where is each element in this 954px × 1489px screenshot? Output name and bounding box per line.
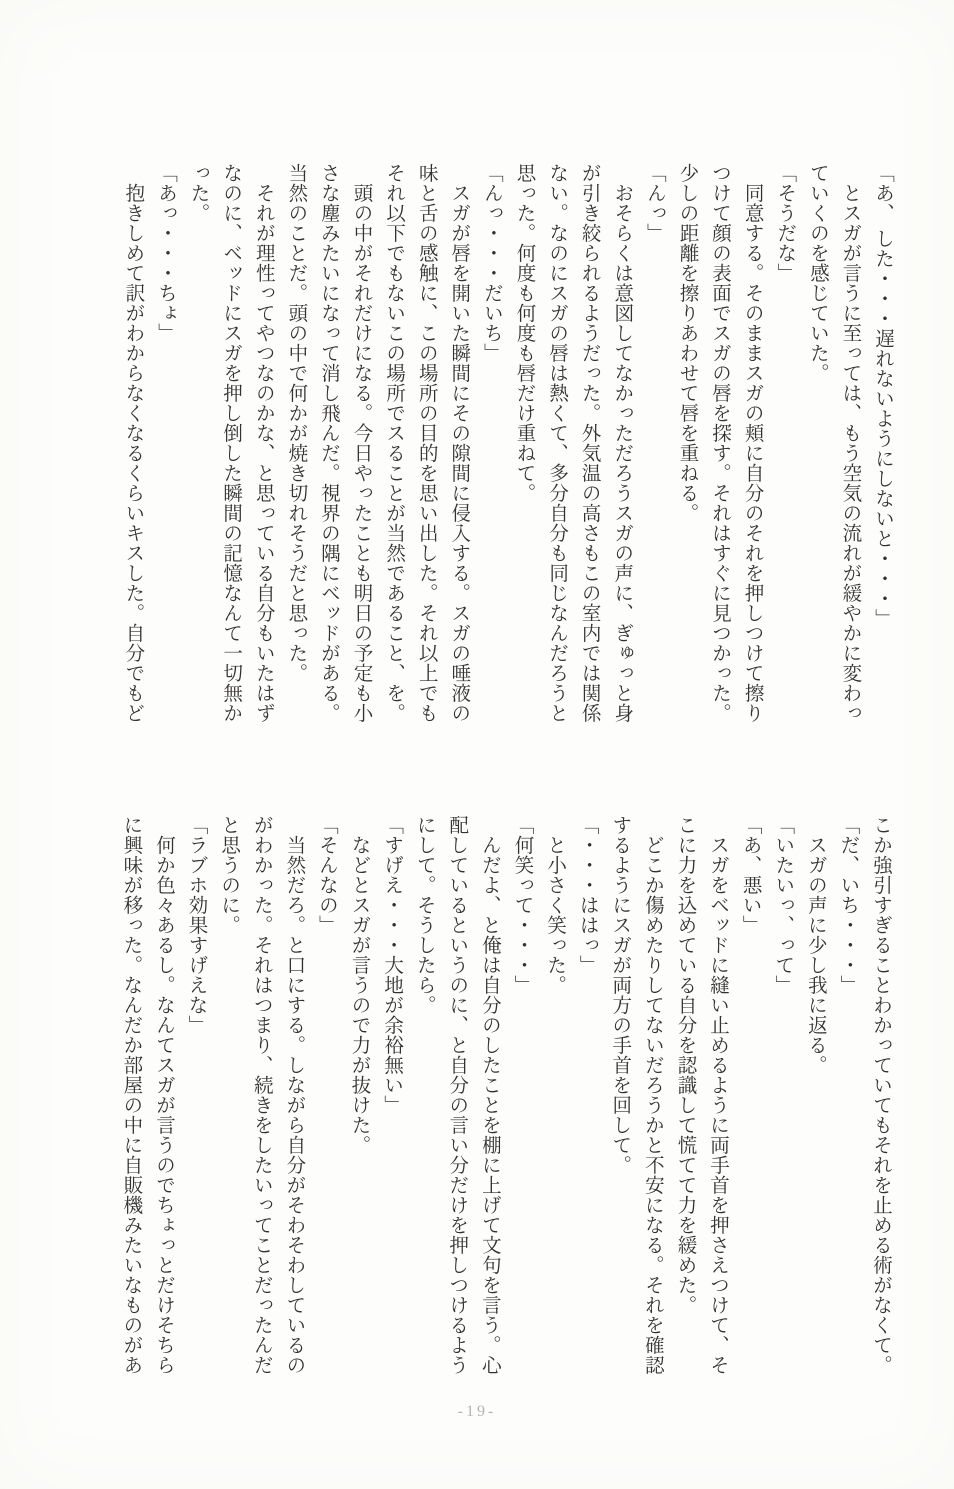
text-column: こか強引すぎることわかっていてもそれを止める術がなくて。 [870, 815, 891, 1375]
text-column: 味と舌の感触に、この場所の目的を思い出した。それ以上でも [415, 163, 437, 723]
text-column: とスガが言うに至っては、もう空気の流れが緩やかに変わっ [839, 183, 861, 723]
text-column: 「何笑って・・・」 [511, 815, 533, 995]
text-column: 「そうだな」 [774, 163, 796, 283]
text-column: こに力を込めている自分を認識して慌てて力を緩めた。 [674, 815, 696, 1315]
text-column: 「そんなの」 [315, 815, 337, 935]
text-column: と思うのに。 [218, 815, 240, 935]
text-column: それが理性ってやつなのかな、と思っている自分もいたはず [252, 183, 274, 723]
text-column: 配しているというのに、と自分の言い分だけを押しつけるよう [446, 815, 468, 1375]
text-column: 「あっ・・・ちょ」 [154, 163, 176, 343]
text-column: 少しの距離を擦りあわせて唇を重ねる。 [676, 163, 698, 523]
text-column: おそらくは意図してなかっただろうスガの声に、ぎゅっと身 [611, 183, 633, 723]
text-column: どこか傷めたりしてないだろうかと不安になる。それを確認 [641, 835, 663, 1375]
text-column: が引き絞られるようだった。外気温の高さもこの室内では関係 [578, 163, 600, 723]
text-column: に興味が移った。なんだか部屋の中に自販機みたいなものがあ [120, 815, 142, 1375]
text-column: んだよ、と俺は自分のしたことを棚に上げて文句を言う。心 [478, 835, 500, 1375]
text-column: った。 [187, 163, 209, 223]
text-block-top [112, 163, 898, 729]
text-column: 「あ、悪い」 [739, 815, 761, 935]
text-column: と小さく笑った。 [544, 835, 566, 995]
text-column: 「いたいっ、って」 [772, 815, 794, 995]
text-column: 当然のことだ。頭の中で何かが焼き切れそうだと思った。 [285, 163, 307, 683]
text-column: 「んっ・・・だいち」 [480, 163, 502, 363]
text-column: 「すげえ・・・大地が余裕無い」 [381, 815, 403, 1115]
text-column: さな塵みたいになって消し飛んだ。視界の隅にベッドがある。 [317, 163, 339, 723]
text-column: つけて顔の表面でスガの唇を探す。それはすぐに見つかった。 [709, 163, 731, 723]
page-number: -19- [457, 1403, 497, 1420]
text-column: それ以下でもないこの場所でスることが当然であること、を。 [383, 163, 405, 723]
text-column: 「ラブホ効果すげえな」 [185, 815, 207, 1035]
text-column: 同意する。そのままスガの頬に自分のそれを押しつけて擦り [741, 183, 763, 723]
text-column: 思った。何度も何度も唇だけ重ねて。 [513, 163, 535, 503]
text-column: 「んっ」 [643, 163, 665, 243]
text-column: 「だ、いち・・・」 [837, 815, 859, 995]
text-column: 何か色々あるし。なんてスガが言うのでちょっとだけそちら [152, 835, 174, 1375]
text-column: なのに、ベッドにスガを押し倒した瞬間の記憶なんて一切無か [220, 163, 242, 723]
text-column: 当然だろ。と口にする。しながら自分がそわそわしているの [283, 835, 305, 1375]
text-block-bottom [108, 815, 896, 1381]
text-column: するようにスガが両方の手首を回して。 [609, 815, 631, 1175]
text-column: スガの声に少し我に返る。 [804, 835, 826, 1075]
text-column: がわかった。それはつまり、続きをしたいってことだったんだ [250, 815, 272, 1375]
text-column: にして。そうしたら。 [413, 815, 435, 1015]
text-column: スガが唇を開いた瞬間にその隙間に侵入する。スガの唾液の [448, 183, 470, 723]
text-column: ない。なのにスガの唇は熱くて、多分自分も同じなんだろうと [546, 163, 568, 723]
text-column: スガをベッドに縫い止めるように両手首を押さえつけて、そ [707, 835, 729, 1375]
text-column: 頭の中がそれだけになる。今日やったことも明日の予定も小 [350, 183, 372, 723]
text-column: 「・・・ははっ」 [576, 815, 598, 975]
text-column: ていくのを感じていた。 [806, 163, 828, 383]
text-column: などとスガが言うので力が抜けた。 [348, 835, 370, 1155]
text-column: 抱きしめて訳がわからなくなるくらいキスした。自分でもど [122, 183, 144, 723]
text-column: 「あ、 した・・・遅れないようにしないと・・・」 [872, 163, 893, 629]
